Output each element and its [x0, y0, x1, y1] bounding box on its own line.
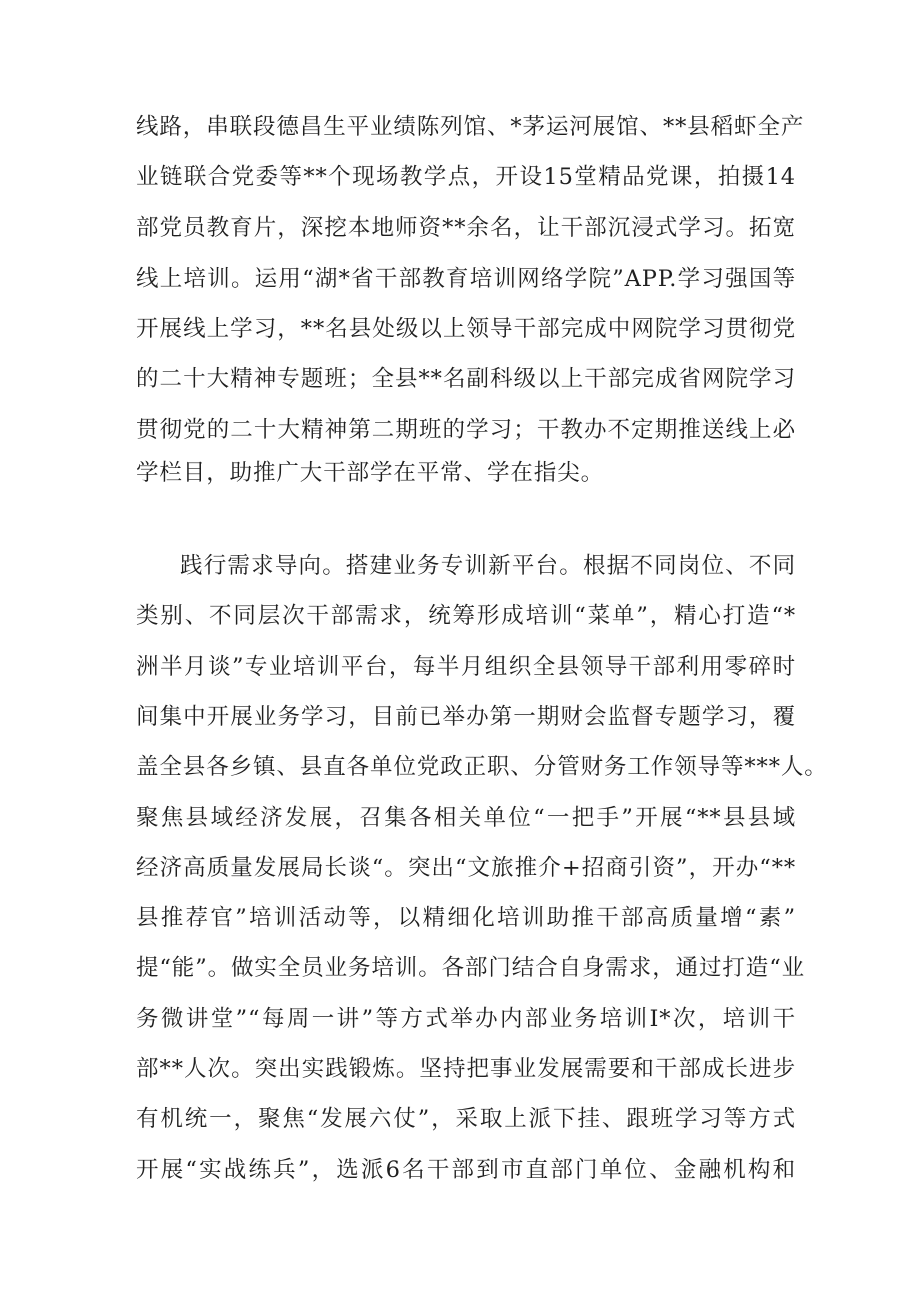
- text-line: 线上培训。运用“湖*省干部教育培训网络学院”APP.学习强国等: [136, 266, 796, 292]
- text-line: 洲半月谈”专业培训平台，每半月组织全县领导干部利用零碎时: [136, 654, 796, 680]
- text-line: 开展线上学习，**名县处级以上领导干部完成中网院学习贯彻党: [136, 316, 796, 342]
- text-line: 聚焦县域经济发展，召集各相关单位“一把手”开展“**县县域: [136, 805, 796, 831]
- text-line: 盖全县各乡镇、县直各单位党政正职、分管财务工作领导等***人。: [136, 754, 828, 780]
- text-line: 类别、不同层次干部需求，统筹形成培训“菜单”，精心打造“*: [136, 603, 796, 629]
- text-line: 的二十大精神专题班；全县**名副科级以上干部完成省网院学习: [136, 366, 796, 392]
- text-line: 间集中开展业务学习，目前已举办第一期财会监督专题学习，覆: [136, 704, 796, 730]
- text-line: 线路，串联段德昌生平业绩陈列馆、*茅运河展馆、**县稻虾全产: [136, 114, 805, 140]
- text-line: 经济高质量发展局长谈“。突出“文旅推介+招商引资”，开办“**: [136, 855, 796, 881]
- text-line: 有机统一，聚焦“发展六仗”，采取上派下挂、跟班学习等方式: [136, 1106, 796, 1132]
- text-line: 学栏目，助推广大干部学在平常、学在指尖。: [136, 460, 605, 486]
- text-line: 业链联合党委等**个现场教学点，开设15堂精品党课，拍摄14: [136, 164, 796, 190]
- text-line: 务微讲堂”“每周一讲”等方式举办内部业务培训I*次，培训干: [136, 1006, 796, 1032]
- text-line: 践行需求导向。搭建业务专训新平台。根据不同岗位、不同: [180, 553, 796, 579]
- text-line: 提“能”。做实全员业务培训。各部门结合自身需求，通过打造“业: [136, 955, 806, 981]
- text-line: 县推荐官”培训活动等，以精细化培训助推干部高质量增“素”: [136, 905, 796, 931]
- text-line: 部**人次。突出实践锻炼。坚持把事业发展需要和干部成长进步: [136, 1056, 796, 1082]
- text-line: 部党员教育片，深挖本地师资**余名，让干部沉浸式学习。拓宽: [136, 215, 796, 241]
- text-line: 开展“实战练兵”，选派6名干部到市直部门单位、金融机构和: [136, 1157, 796, 1183]
- text-line: 贯彻党的二十大精神第二期班的学习；干教办不定期推送线上必: [136, 417, 796, 443]
